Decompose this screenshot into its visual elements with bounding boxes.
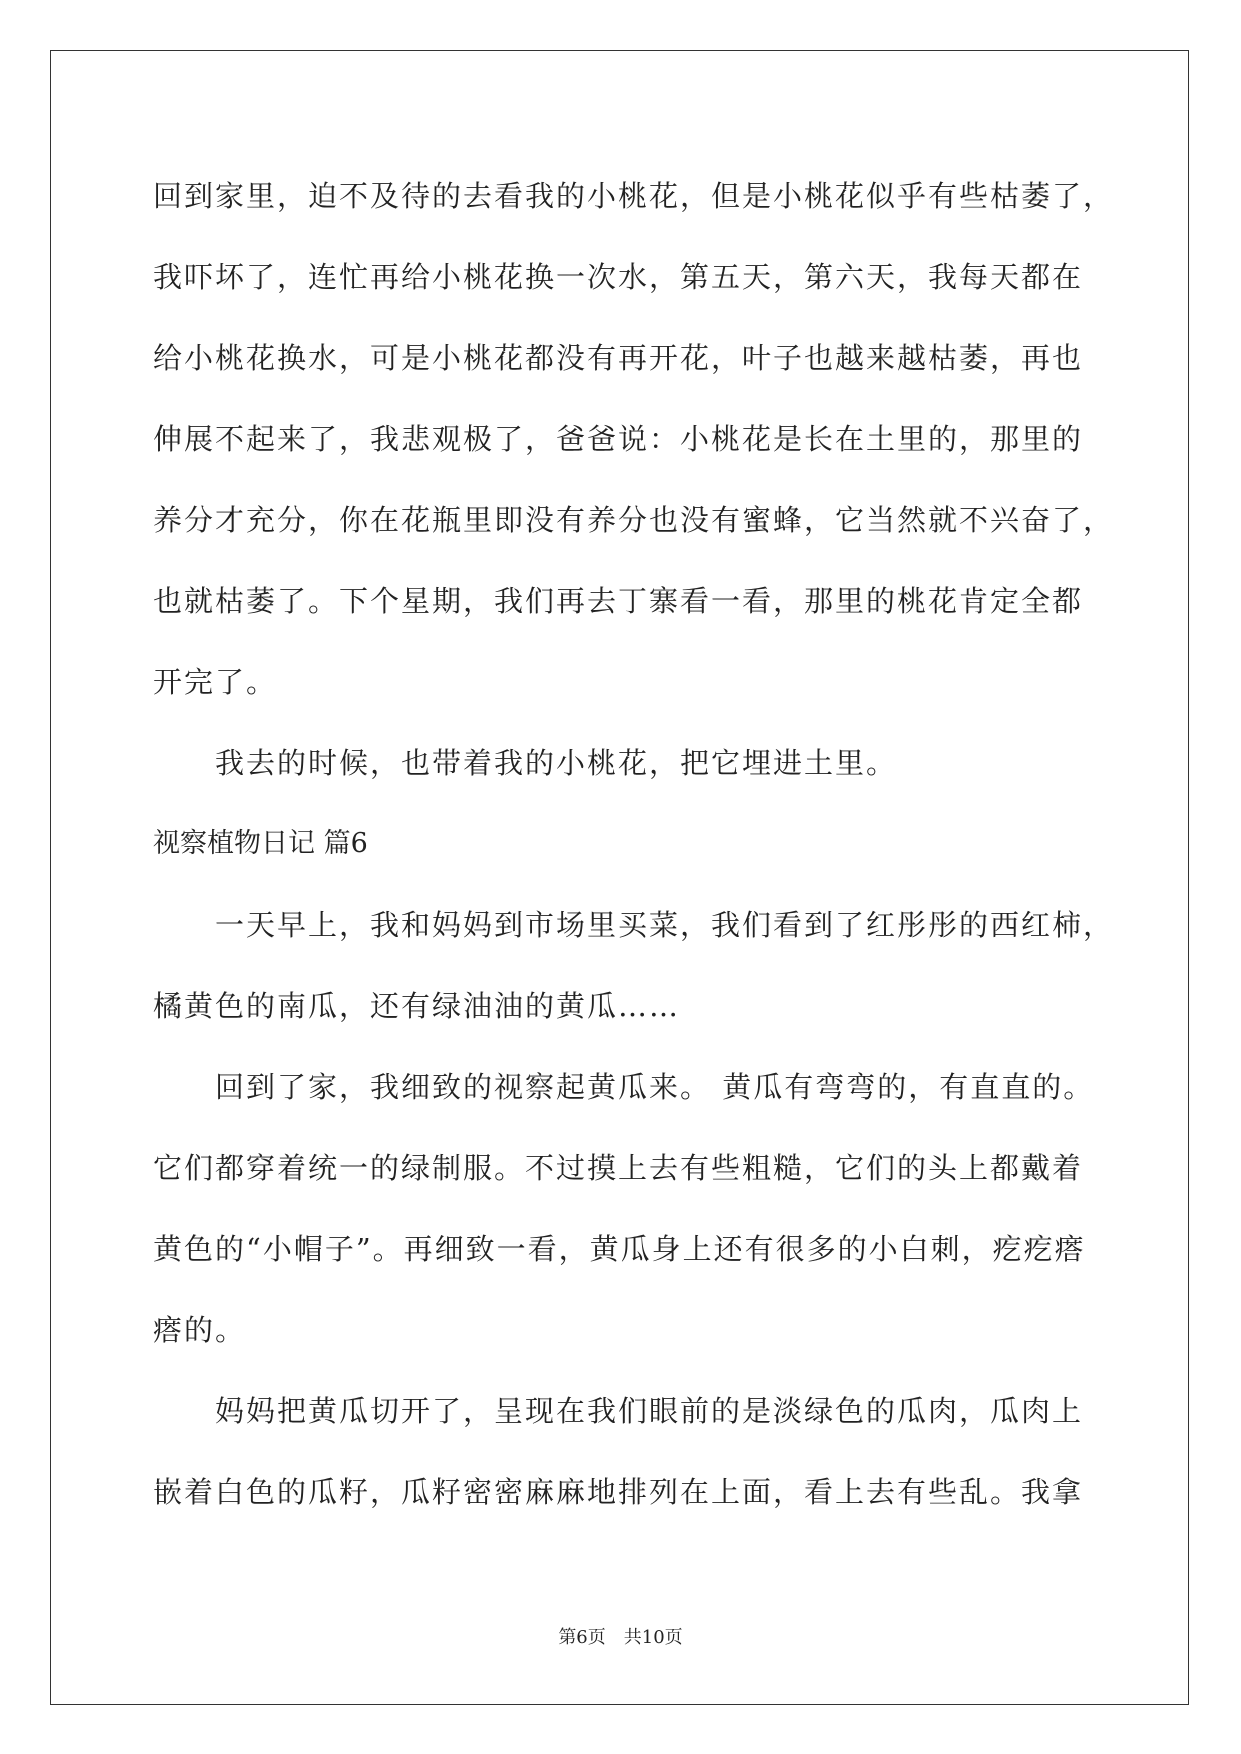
text-line: 给小桃花换水，可是小桃花都没有再开花，叶子也越来越枯萎，再也 <box>153 341 1084 375</box>
text-line: 橘黄色的南瓜，还有绿油油的黄瓜…… <box>153 989 681 1023</box>
page-border <box>50 50 1189 1705</box>
text-line: 伸展不起来了，我悲观极了，爸爸说：小桃花是长在土里的，那里的 <box>153 422 1084 456</box>
text-line: 它们都穿着统一的绿制服。不过摸上去有些粗糙，它们的头上都戴着 <box>153 1151 1084 1185</box>
text-line: 也就枯萎了。下个星期，我们再去丁寨看一看，那里的桃花肯定全都 <box>153 584 1084 618</box>
text-line: 嵌着白色的瓜籽，瓜籽密密麻麻地排列在上面，看上去有些乱。我拿 <box>153 1475 1084 1509</box>
page-footer <box>0 1626 1241 1650</box>
text-line: 黄色的“小帽子”。再细致一看，黄瓜身上还有很多的小白刺，疙疙瘩 <box>153 1232 1086 1266</box>
text-line: 瘩的。 <box>153 1313 247 1347</box>
text-line: 回到家里，迫不及待的去看我的小桃花，但是小桃花似乎有些枯萎了， <box>153 179 1115 213</box>
text-line: 一天早上，我和妈妈到市场里买菜，我们看到了红彤彤的西红柿， <box>215 908 1115 942</box>
section-heading: 视察植物日记 篇6 <box>153 828 368 859</box>
page-total: 共10页 <box>623 1627 683 1648</box>
text-line: 养分才充分，你在花瓶里即没有养分也没有蜜蜂，它当然就不兴奋了， <box>153 503 1115 537</box>
text-line: 妈妈把黄瓜切开了，呈现在我们眼前的是淡绿色的瓜肉，瓜肉上 <box>215 1394 1084 1428</box>
text-line: 回到了家，我细致的视察起黄瓜来。 黄瓜有弯弯的，有直直的。 <box>215 1070 1095 1104</box>
text-line: 开完了。 <box>153 665 278 699</box>
text-line: 我去的时候，也带着我的小桃花，把它埋进土里。 <box>215 746 898 780</box>
text-line: 我吓坏了，连忙再给小桃花换一次水，第五天，第六天，我每天都在 <box>153 260 1084 294</box>
page-number: 第6页 <box>558 1627 606 1648</box>
